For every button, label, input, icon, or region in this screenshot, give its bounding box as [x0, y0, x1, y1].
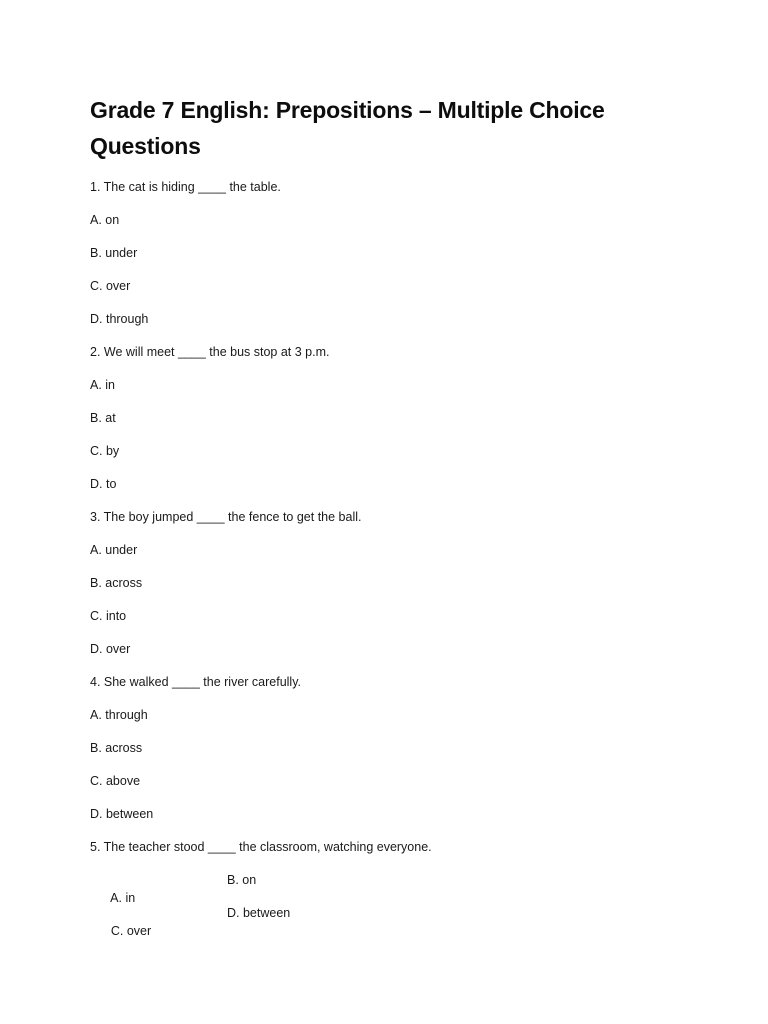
option-1c: C. over — [90, 279, 131, 293]
option-3a: A. under — [90, 543, 138, 557]
option-1d: D. through — [90, 312, 149, 326]
option-4b: B. across — [90, 741, 143, 755]
option-5d: D. between — [227, 906, 291, 920]
option-4a: A. through — [90, 708, 148, 722]
option-4c: C. above — [90, 774, 141, 788]
option-2c: C. by — [90, 444, 120, 458]
option-3d: D. over — [90, 642, 131, 656]
question-2: 2. We will meet ____ the bus stop at 3 p.m. — [90, 345, 330, 359]
question-3: 3. The boy jumped ____ the fence to get the ball. — [90, 510, 362, 524]
option-row-5ab — [90, 871, 710, 904]
option-1b: B. under — [90, 246, 138, 260]
option-2b: B. at — [90, 411, 116, 425]
question-5: 5. The teacher stood ____ the classroom, watching everyone. — [90, 840, 432, 854]
option-2a: A. in — [90, 378, 116, 392]
question-list — [90, 178, 710, 937]
option-5a: A. in — [110, 891, 136, 905]
option-3b: B. across — [90, 576, 143, 590]
document-title: Grade 7 English: Prepositions – Multiple Choice Questions — [90, 97, 605, 159]
question-1: 1. The cat is hiding ____ the table. — [90, 180, 281, 194]
option-row-5cd — [90, 904, 710, 937]
option-4d: D. between — [90, 807, 154, 821]
question-4: 4. She walked ____ the river carefully. — [90, 675, 301, 689]
option-5c: C. over — [110, 924, 152, 938]
option-5b: B. on — [227, 873, 257, 887]
option-1a: A. on — [90, 213, 120, 227]
option-2d: D. to — [90, 477, 117, 491]
option-3c: C. into — [90, 609, 127, 623]
